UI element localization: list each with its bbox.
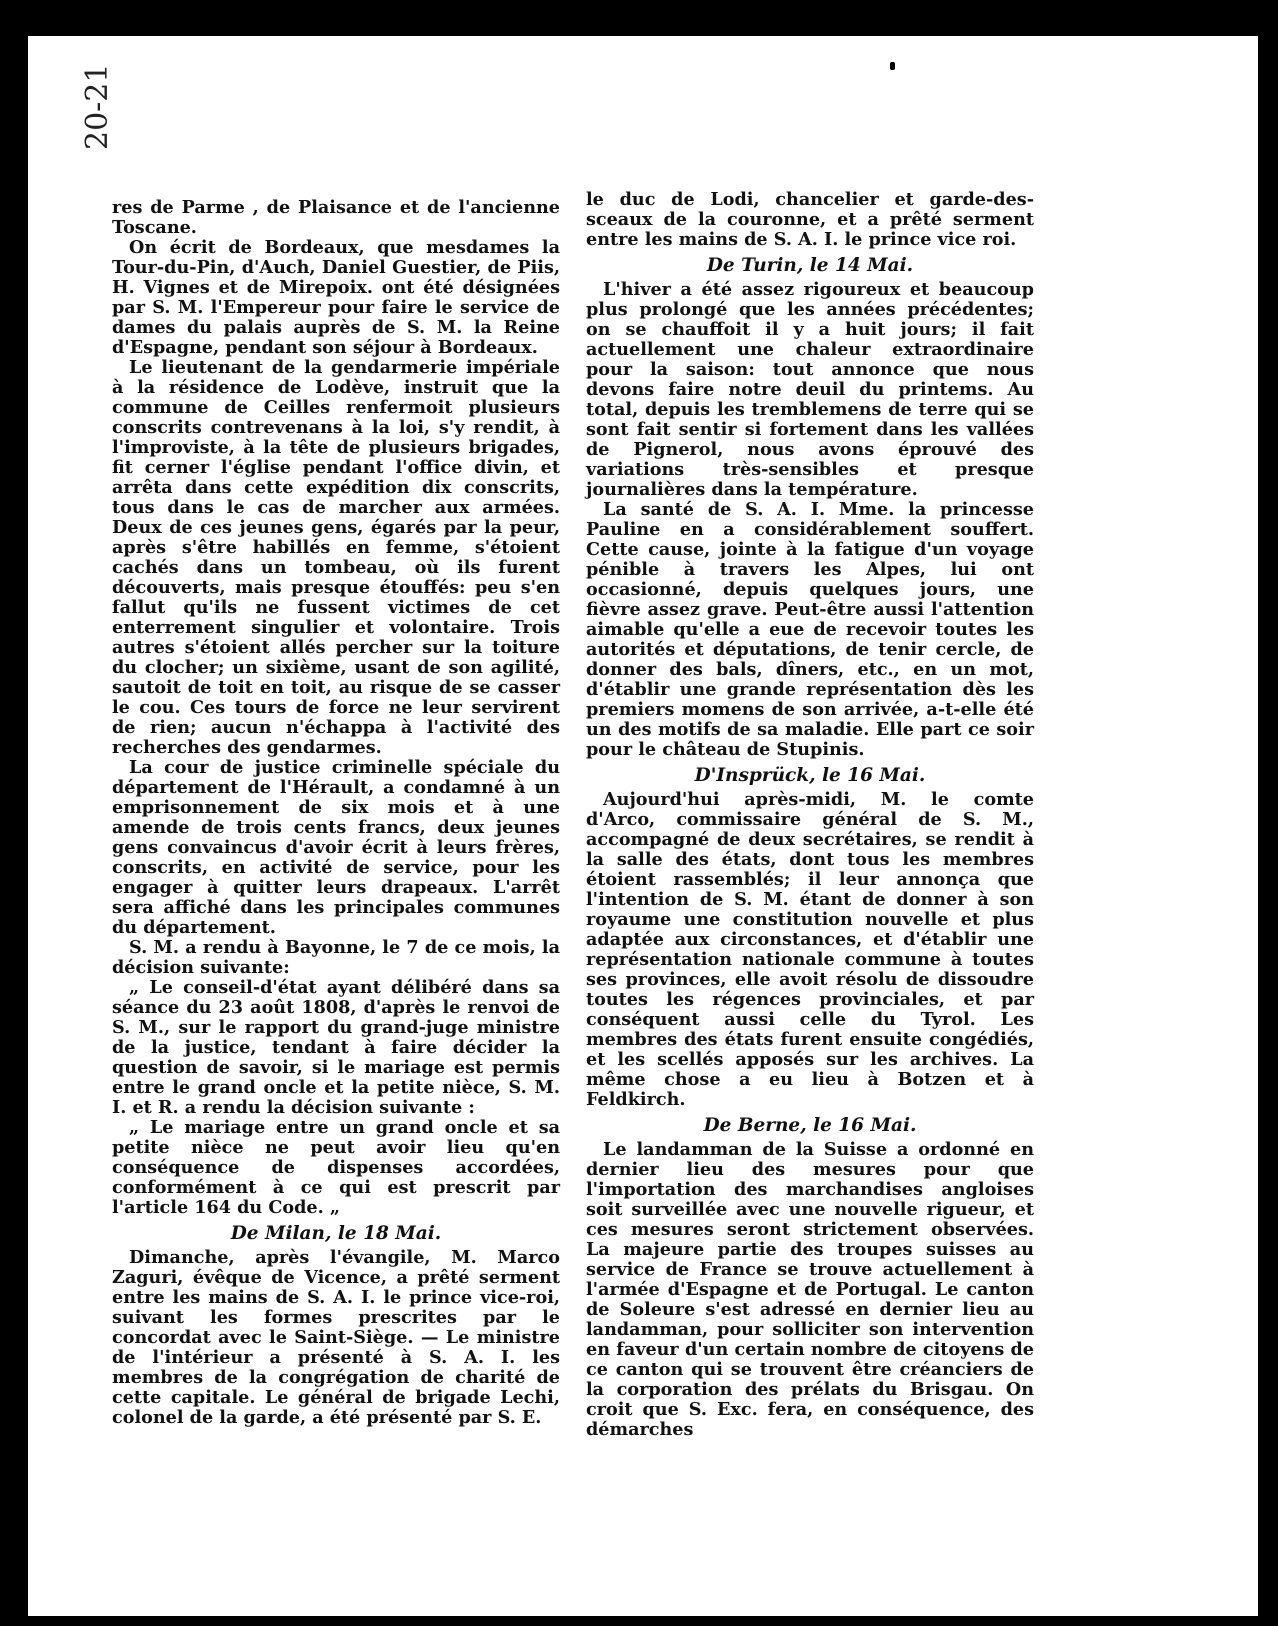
left-column bbox=[112, 198, 560, 1428]
dateline: De Milan, le 18 Mai. bbox=[230, 1223, 442, 1244]
article-paragraph: S. M. a rendu à Bayonne, le 7 de ce mois, la décision suivante: bbox=[112, 937, 560, 978]
right-column bbox=[586, 190, 1034, 1440]
article-paragraph: L'hiver a été assez rigoureux et beaucoup plus prolongé que les années précédentes; on se chauffoit il y a huit jours; il fait actuellement une chaleur extraordinaire pour la saison: tout annonce que nous devons faire notre deuil du printems. Au total, depuis les tremblemens de terre qui se sont fait sentir si fortement dans les vallées de Pignerol, nous avons éprouvé des variations très-sensibles et presque journalières dans la température. bbox=[586, 279, 1034, 500]
article-paragraph: La cour de justice criminelle spéciale du département de l'Hérault, a condamné à un emprisonnement de six mois et à une amende de trois cents francs, deux jeunes gens convaincus d'avoir écrit à leurs frères, conscrits, en activité de service, pour les engager à quitter leurs drapeaux. L'arrêt sera affiché dans les principales communes du département. bbox=[112, 757, 560, 938]
article-paragraph: Le lieutenant de la gendarmerie impériale à la résidence de Lodève, instruit que la commune de Ceilles renfermoit plusieurs conscrits contrevenans à la loi, s'y rendit, à l'improviste, à la tête de plusieurs brigades, fit cerner l'église pendant l'office divin, et arrêta dans cette expédition dix conscrits, tous dans le cas de marcher aux armées. Deux de ces jeunes gens, égarés par la peur, après s'être habillés en femme, s'étoient cachés dans un tombeau, où ils furent découverts, mais presque étouffés: peu s'en fallut qu'ils ne fussent victimes de cet enterrement singulier et volontaire. Trois autres s'étoient allés percher sur la toiture du clocher; un sixième, usant de son agilité, sautoit de toit en toit, au risque de se casser le cou. Ces tours de force ne leur servirent de rien; aucun n'échappa à l'activité des recherches des gendarmes. bbox=[112, 357, 560, 758]
dateline: De Berne, le 16 Mai. bbox=[703, 1115, 917, 1136]
article-paragraph: Aujourd'hui après-midi, M. le comte d'Arco, commissaire général de S. M., accompagné de deux secrétaires, se rendit à la salle des états, dont tous les membres étoient rassemblés; il leur annonça que l'intention de S. M. étant de donner à son royaume une constitution nouvelle et plus adaptée aux circonstances, et d'établir une représentation nationale commune à toutes ses provinces, elle avoit résolu de dissoudre toutes les régences provinciales, et par conséquent aussi celle du Tyrol. Les membres des états furent ensuite congédiés, et les scellés apposés sur les archives. La même chose a eu lieu à Botzen et à Feldkirch. bbox=[586, 789, 1034, 1110]
article-paragraph: Dimanche, après l'évangile, M. Marco Zaguri, évêque de Vicence, a prêté serment entre les mains de S. A. I. le prince vice-roi, suivant les formes prescrites par le concordat avec le Saint-Siège. — Le ministre de l'intérieur a présenté à S. A. I. les membres de la congrégation de charité de cette capitale. Le général de brigade Lechi, colonel de la garde, a été présenté par S. E. bbox=[112, 1247, 560, 1428]
handwritten-margin-note bbox=[58, 2, 148, 150]
margin-note-text: 20-21 bbox=[80, 63, 115, 150]
article-paragraph: On écrit de Bordeaux, que mesdames la Tour-du-Pin, d'Auch, Daniel Guestier, de Piis, H. Vignes et de Mirepoix. ont été désignées par S. M. l'Empereur pour faire le service de dames du palais auprès de S. M. la Reine d'Espagne, pendant son séjour à Bordeaux. bbox=[112, 237, 560, 358]
dateline: D'Insprück, le 16 Mai. bbox=[694, 765, 926, 786]
continued-paragraph: le duc de Lodi, chancelier et garde-des-sceaux de la couronne, et a prêté serment entre les mains de S. A. I. le prince vice roi. bbox=[586, 189, 1034, 250]
dateline: De Turin, le 14 Mai. bbox=[706, 255, 914, 276]
continued-paragraph: res de Parme , de Plaisance et de l'ancienne Toscane. bbox=[112, 197, 560, 238]
article-paragraph: Le landamman de la Suisse a ordonné en dernier lieu des mesures pour que l'importation des marchandises angloises soit surveillée avec une nouvelle rigueur, et ces mesures seront strictement observées. La majeure partie des troupes suisses au service de France se trouve actuellement à l'armée d'Espagne et de Portugal. Le canton de Soleure s'est adressé en dernier lieu au landamman, pour solliciter son intervention en faveur d'un certain nombre de citoyens de ce canton qui se trouvent être créanciers de la corporation des prélats du Brisgau. On croit que S. Exc. fera, en conséquence, des démarches bbox=[586, 1139, 1034, 1440]
article-paragraph: La santé de S. A. I. Mme. la princesse Pauline en a considérablement souffert. Cette cause, jointe à la fatigue d'un voyage pénible à travers les Alpes, lui ont occasionné, depuis quelques jours, une fièvre assez grave. Peut-être aussi l'attention aimable qu'elle a eue de recevoir toutes les autorités et députations, de tenir cercle, de donner des bals, dîners, etc., en un mot, d'établir une grande représentation dès les premiers momens de son arrivée, a-t-elle été un des motifs de sa maladie. Elle part ce soir pour le château de Stupinis. bbox=[586, 499, 1034, 760]
quoted-decision: „ Le mariage entre un grand oncle et sa petite nièce ne peut avoir lieu qu'en conséquence de dispenses accordées, conformément à ce qui est prescrit par l'article 164 du Code. „ bbox=[112, 1117, 560, 1218]
quoted-decision: „ Le conseil-d'état ayant délibéré dans sa séance du 23 août 1808, d'après le renvoi de S. M., sur le rapport du grand-juge ministre de la justice, tendant à faire décider la question de savoir, si le mariage est permis entre le grand oncle et la petite nièce, S. M. I. et R. a rendu la décision suivante : bbox=[112, 977, 560, 1118]
ink-mark bbox=[890, 62, 895, 70]
